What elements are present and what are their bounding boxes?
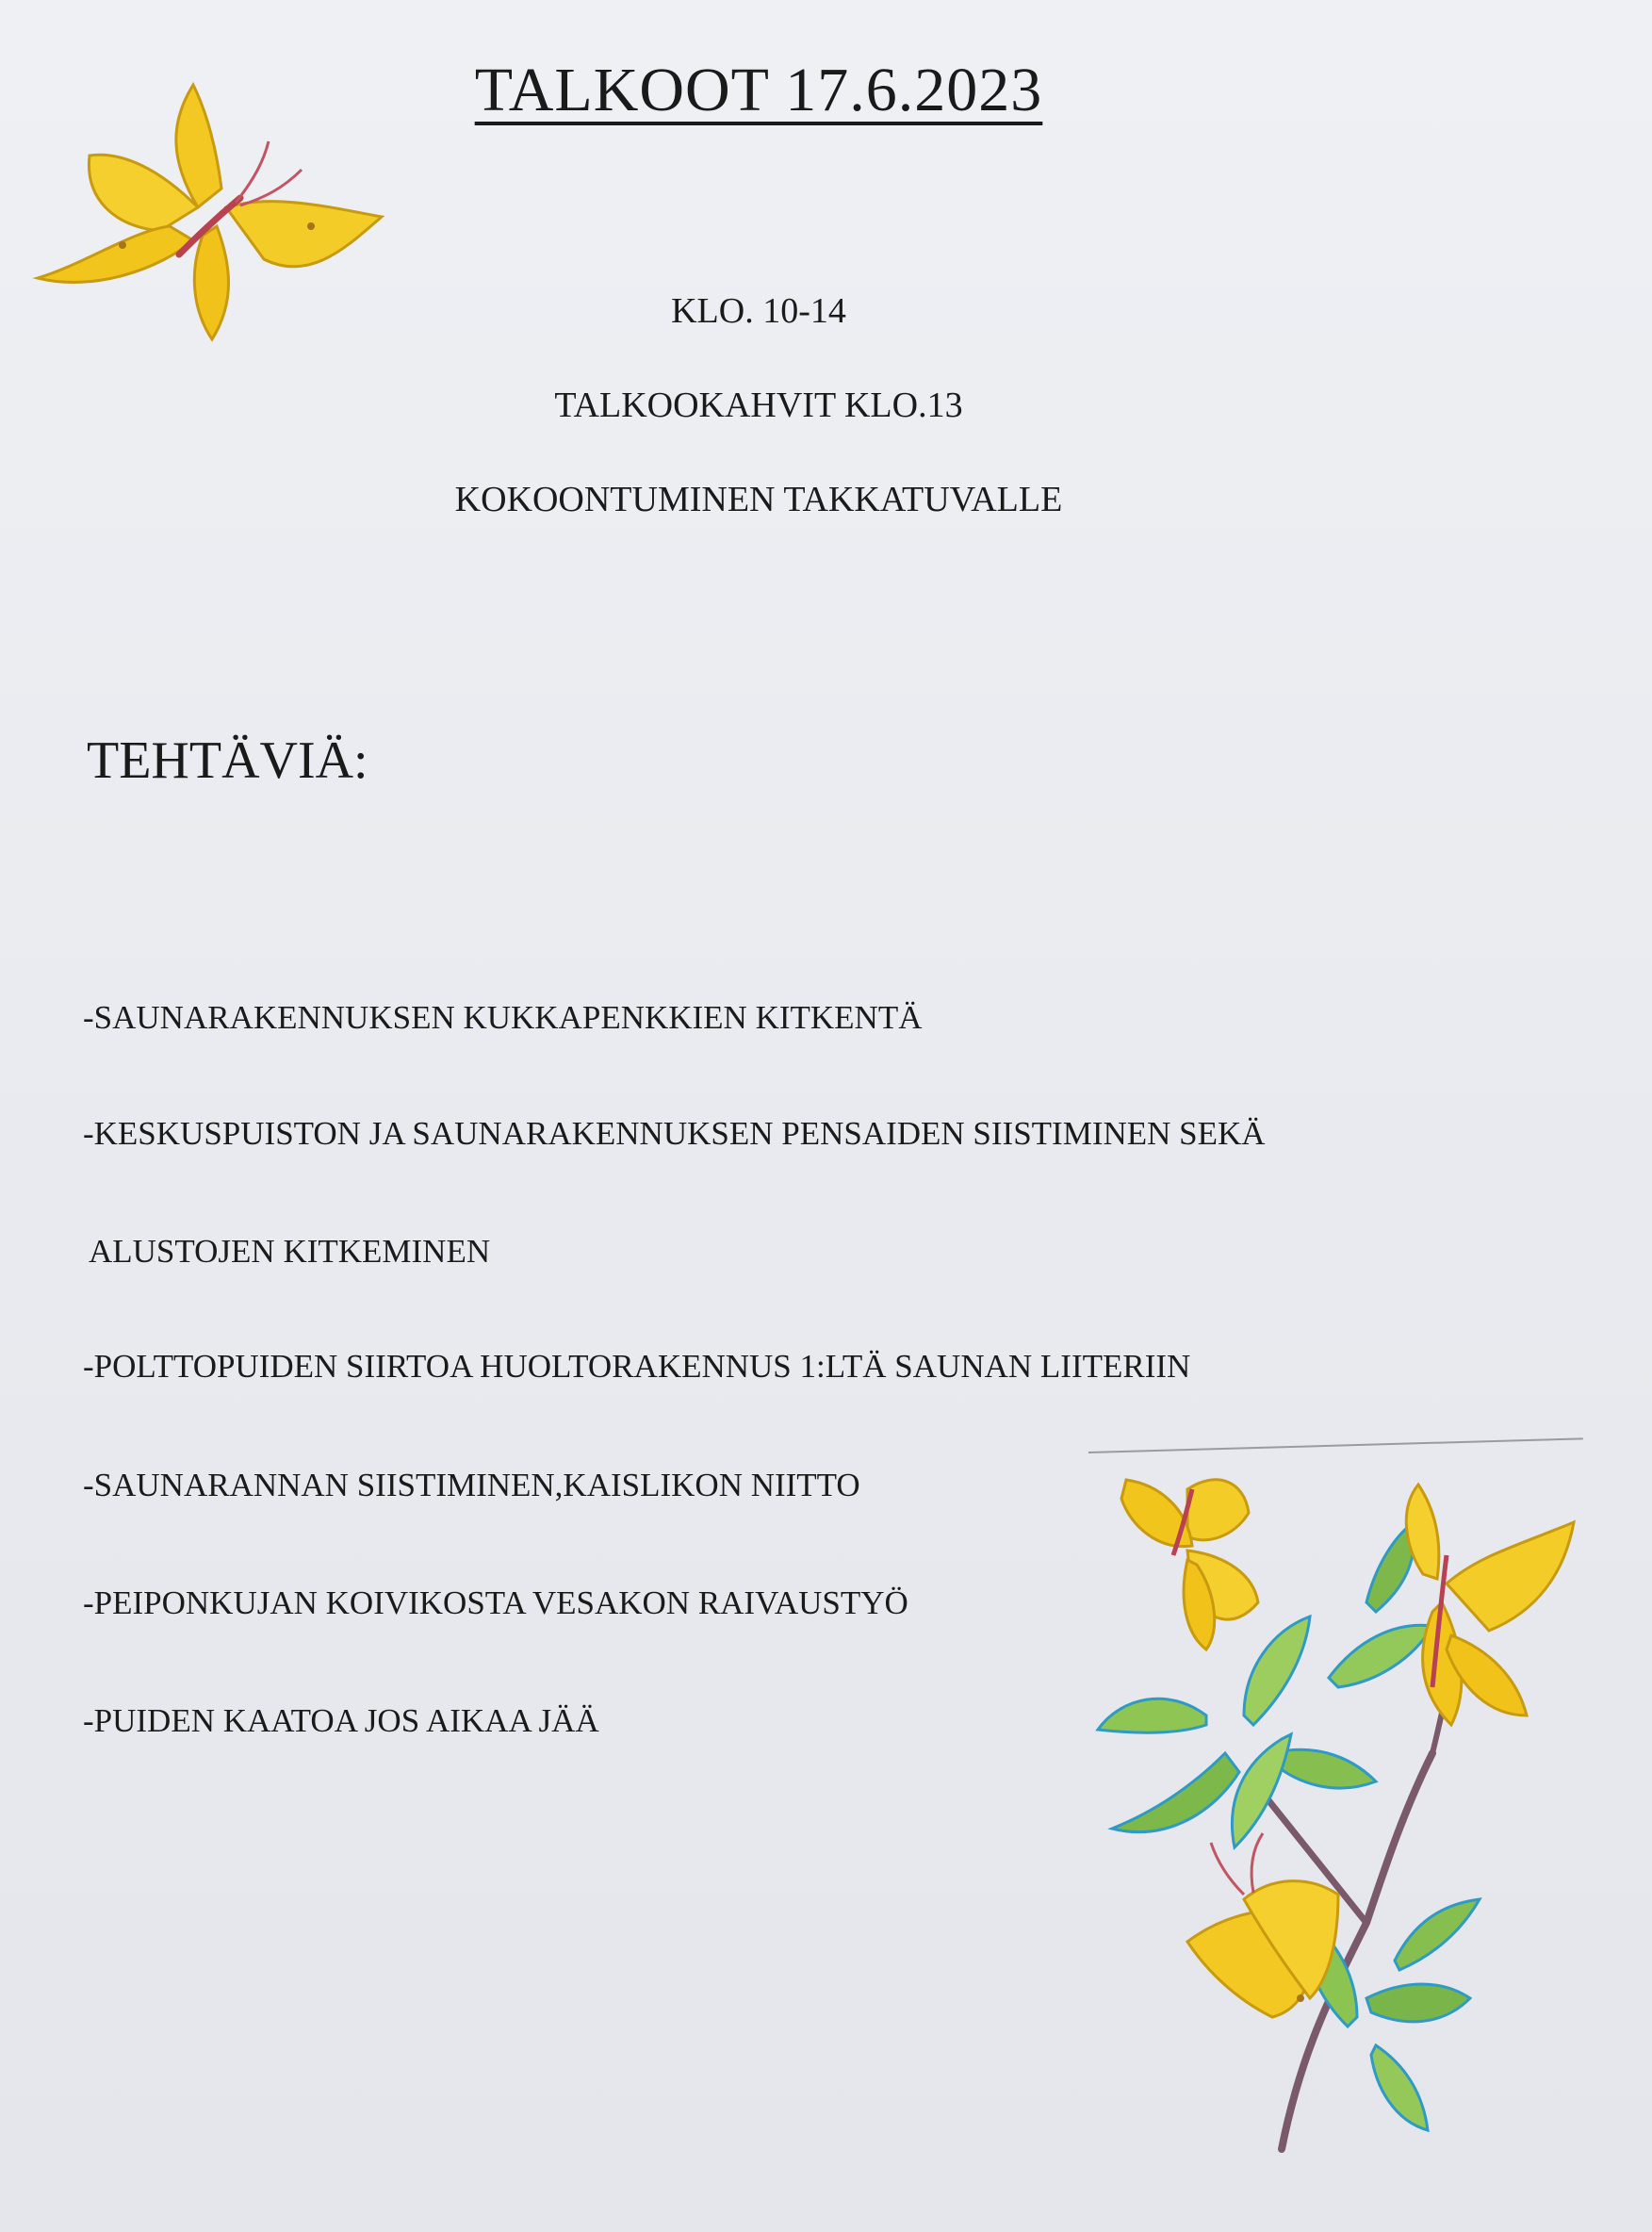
task-item: ALUSTOJEN KITKEMINEN <box>89 1233 491 1270</box>
task-item: -KESKUSPUISTON JA SAUNARAKENNUKSEN PENSAIDEN SIISTIMINEN SEKÄ <box>83 1115 1266 1152</box>
meeting-line: KOKOONTUMINEN TAKKATUVALLE <box>454 480 1063 519</box>
butterfly-icon <box>28 66 386 349</box>
task-item: -PUIDEN KAATOA JOS AIKAA JÄÄ <box>83 1702 599 1739</box>
time-line: KLO. 10-14 <box>671 291 846 331</box>
notice-title: TALKOOT 17.6.2023 <box>474 56 1043 124</box>
tasks-heading: TEHTÄVIÄ: <box>87 731 368 790</box>
coffee-line: TALKOOKAHVIT KLO.13 <box>554 386 963 425</box>
task-item: -PEIPONKUJAN KOIVIKOSTA VESAKON RAIVAUSTYÖ <box>83 1584 908 1621</box>
flower-branch-icon <box>1084 1470 1611 2187</box>
task-item: -POLTTOPUIDEN SIIRTOA HUOLTORAKENNUS 1:LTÄ SAUNAN LIITERIIN <box>83 1348 1191 1385</box>
task-item: -SAUNARAKENNUKSEN KUKKAPENKKIEN KITKENTÄ <box>83 999 923 1036</box>
task-item: -SAUNARANNAN SIISTIMINEN,KAISLIKON NIITTO <box>83 1467 860 1503</box>
